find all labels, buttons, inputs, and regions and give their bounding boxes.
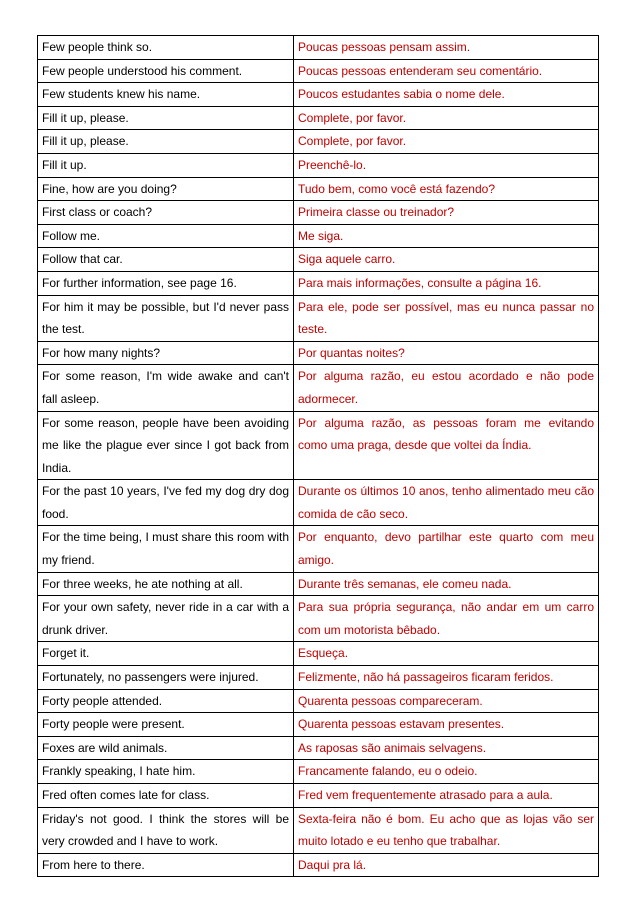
table-row [38,224,599,248]
table-row [38,177,599,201]
portuguese-translation-cell: Poucas pessoas pensam assim. [294,36,599,60]
table-row [38,596,599,642]
english-phrase-cell: For the past 10 years, I've fed my dog dry dog food. [38,480,294,526]
english-phrase-cell: Few people understood his comment. [38,59,294,83]
table-row [38,201,599,225]
portuguese-translation-cell: Para sua própria segurança, não andar em um carro com um motorista bêbado. [294,596,599,642]
english-phrase-cell: Foxes are wild animals. [38,736,294,760]
portuguese-translation-cell: Complete, por favor. [294,130,599,154]
table-row [38,36,599,60]
table-row [38,760,599,784]
english-phrase-cell: Frankly speaking, I hate him. [38,760,294,784]
table-row [38,365,599,411]
portuguese-translation-cell: Tudo bem, como você está fazendo? [294,177,599,201]
english-phrase-cell: Fill it up. [38,153,294,177]
table-row [38,666,599,690]
english-phrase-cell: For some reason, people have been avoiding me like the plague ever since I got back from India. [38,411,294,480]
english-phrase-cell: Forty people attended. [38,689,294,713]
english-phrase-cell: Forget it. [38,642,294,666]
english-phrase-cell: Fill it up, please. [38,106,294,130]
portuguese-translation-cell: Me siga. [294,224,599,248]
table-row [38,153,599,177]
english-phrase-cell: For the time being, I must share this room with my friend. [38,526,294,572]
portuguese-translation-cell: Siga aquele carro. [294,248,599,272]
table-row [38,526,599,572]
table-row [38,689,599,713]
table-row [38,271,599,295]
portuguese-translation-cell: Daqui pra lá. [294,853,599,877]
english-phrase-cell: First class or coach? [38,201,294,225]
english-phrase-cell: Fred often comes late for class. [38,784,294,808]
table-row [38,807,599,853]
portuguese-translation-cell: Durante três semanas, ele comeu nada. [294,572,599,596]
table-row [38,736,599,760]
table-row [38,59,599,83]
english-phrase-cell: For your own safety, never ride in a car with a drunk driver. [38,596,294,642]
table-row [38,642,599,666]
english-phrase-cell: Fill it up, please. [38,130,294,154]
portuguese-translation-cell: Esqueça. [294,642,599,666]
portuguese-translation-cell: Sexta-feira não é bom. Eu acho que as lojas vão ser muito lotado e eu tenho que trabalhar. [294,807,599,853]
table-row [38,784,599,808]
phrase-table [37,35,599,877]
english-phrase-cell: Forty people were present. [38,713,294,737]
english-phrase-cell: For him it may be possible, but I'd never pass the test. [38,295,294,341]
portuguese-translation-cell: Poucos estudantes sabia o nome dele. [294,83,599,107]
portuguese-translation-cell: Durante os últimos 10 anos, tenho alimentado meu cão comida de cão seco. [294,480,599,526]
table-row [38,341,599,365]
phrase-table-body [38,36,599,877]
table-row [38,713,599,737]
english-phrase-cell: Fine, how are you doing? [38,177,294,201]
portuguese-translation-cell: Por alguma razão, as pessoas foram me evitando como uma praga, desde que voltei da Índia. [294,411,599,480]
portuguese-translation-cell: Preenchê-lo. [294,153,599,177]
english-phrase-cell: For three weeks, he ate nothing at all. [38,572,294,596]
portuguese-translation-cell: Felizmente, não há passageiros ficaram feridos. [294,666,599,690]
portuguese-translation-cell: Para mais informações, consulte a página 16. [294,271,599,295]
table-row [38,106,599,130]
table-row [38,248,599,272]
english-phrase-cell: Fortunately, no passengers were injured. [38,666,294,690]
portuguese-translation-cell: Quarenta pessoas compareceram. [294,689,599,713]
portuguese-translation-cell: Quarenta pessoas estavam presentes. [294,713,599,737]
english-phrase-cell: Few students knew his name. [38,83,294,107]
english-phrase-cell: Friday's not good. I think the stores will be very crowded and I have to work. [38,807,294,853]
table-row [38,572,599,596]
english-phrase-cell: Few people think so. [38,36,294,60]
portuguese-translation-cell: As raposas são animais selvagens. [294,736,599,760]
table-row [38,411,599,480]
english-phrase-cell: For further information, see page 16. [38,271,294,295]
portuguese-translation-cell: Francamente falando, eu o odeio. [294,760,599,784]
table-row [38,83,599,107]
portuguese-translation-cell: Primeira classe ou treinador? [294,201,599,225]
portuguese-translation-cell: Por enquanto, devo partilhar este quarto com meu amigo. [294,526,599,572]
english-phrase-cell: Follow that car. [38,248,294,272]
portuguese-translation-cell: Poucas pessoas entenderam seu comentário. [294,59,599,83]
english-phrase-cell: For how many nights? [38,341,294,365]
table-row [38,295,599,341]
portuguese-translation-cell: Por quantas noites? [294,341,599,365]
english-phrase-cell: Follow me. [38,224,294,248]
english-phrase-cell: For some reason, I'm wide awake and can't fall asleep. [38,365,294,411]
portuguese-translation-cell: Complete, por favor. [294,106,599,130]
table-row [38,130,599,154]
table-row [38,480,599,526]
portuguese-translation-cell: Por alguma razão, eu estou acordado e não pode adormecer. [294,365,599,411]
table-row [38,853,599,877]
portuguese-translation-cell: Para ele, pode ser possível, mas eu nunca passar no teste. [294,295,599,341]
english-phrase-cell: From here to there. [38,853,294,877]
portuguese-translation-cell: Fred vem frequentemente atrasado para a aula. [294,784,599,808]
